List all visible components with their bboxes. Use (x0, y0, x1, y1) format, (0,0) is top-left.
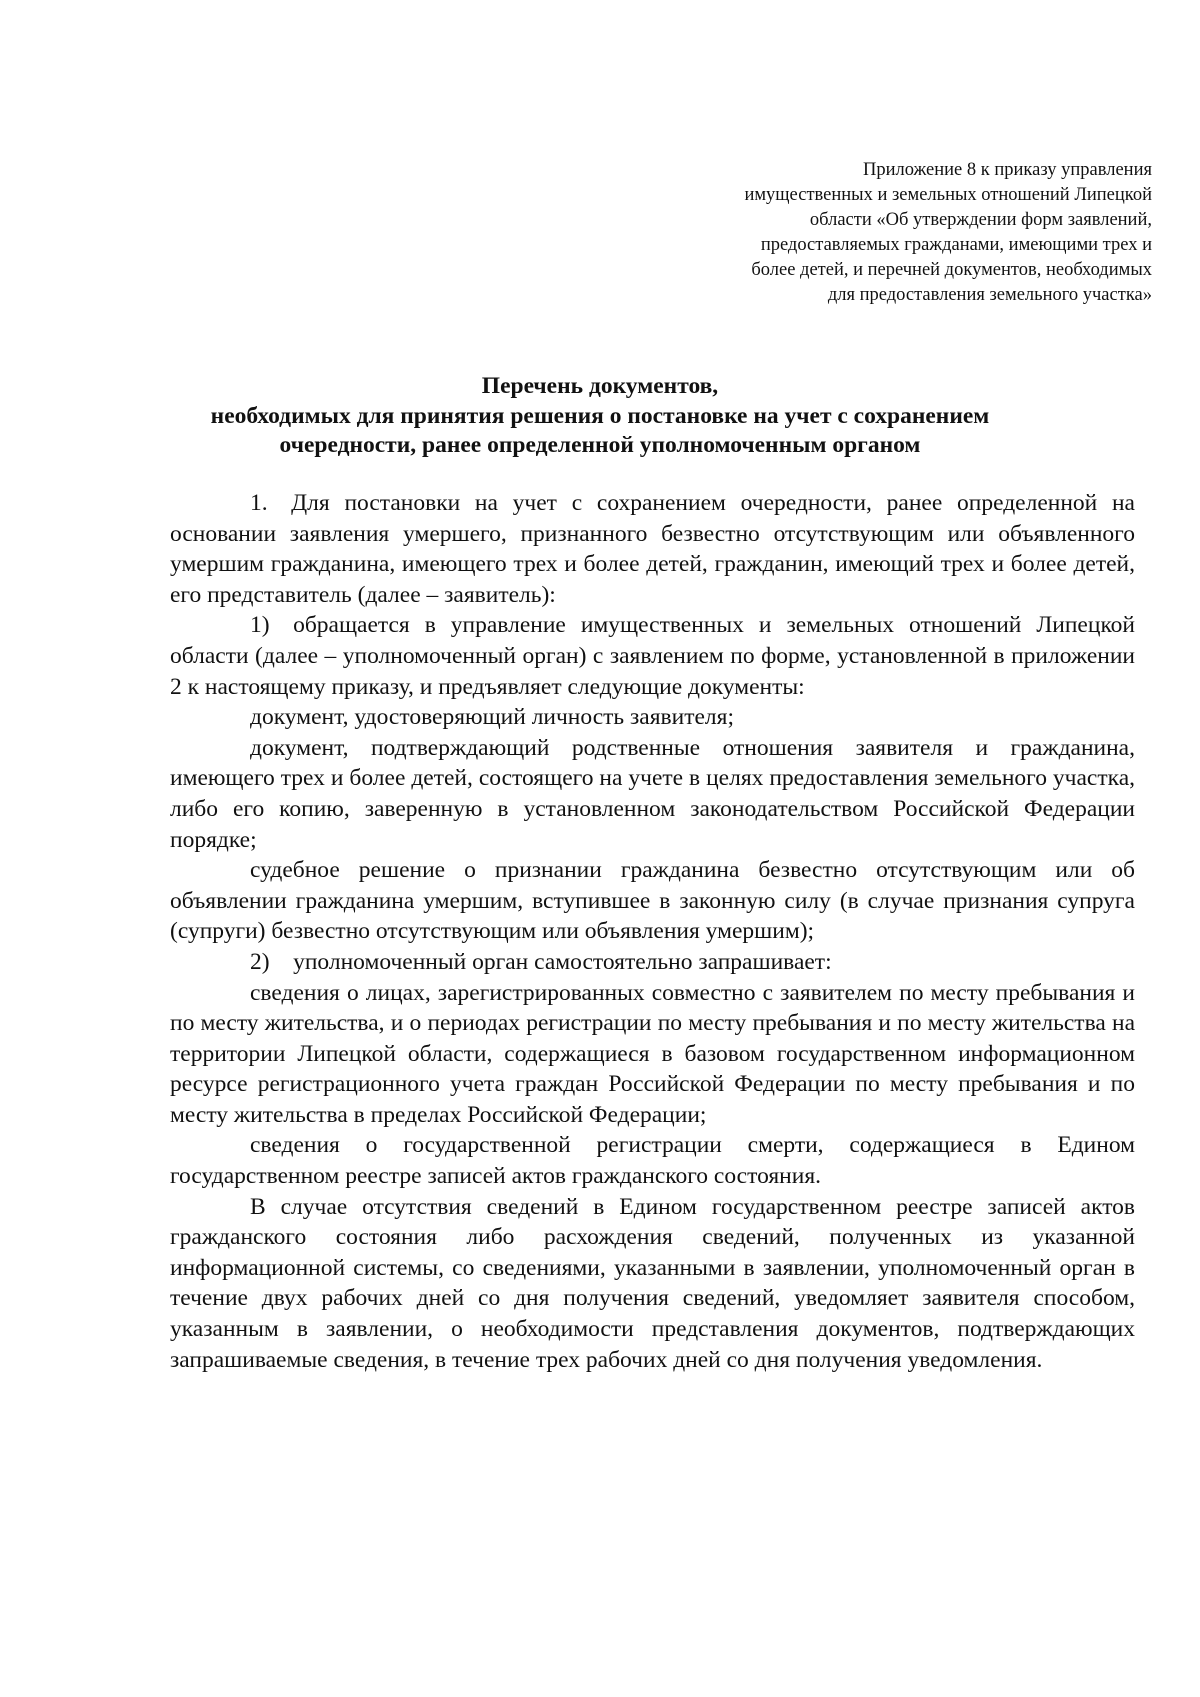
paragraph-doc-kinship: документ, подтверждающий родственные отношения заявителя и гражданина, имеющего трех и более детей, состоящего на учете в целях предоставления земельного участка, либо его копию, заверенную в установленном законодательством Российской Федерации порядке; (170, 734, 1135, 853)
document-body (170, 488, 1135, 1375)
document-title (0, 372, 1200, 461)
paragraph-doc-court-decision: судебное решение о признании гражданина безвестно отсутствующим или об объявлении гражданина умершим, вступившее в законную силу (в случае признания супруга (супруги) безвестно отсутствующим или объявления умершим); (170, 857, 1135, 945)
appendix-note (492, 158, 1152, 308)
paragraph-doc-identity: документ, удостоверяющий личность заявителя; (250, 704, 734, 731)
title-line: необходимых для принятия решения о постановке на учет с сохранением (210, 402, 990, 429)
paragraph-missing-info: В случае отсутствия сведений в Едином государственном реестре записей актов гражданского состояния либо расхождения сведений, полученных из указанной информационной системы, со сведениями, указанными в заявлении, уполномоченный орган в течение двух рабочих дней со дня получения сведений, уведомляет заявителя способом, указанным в заявлении, о необходимости представления документов, подтверждающих запрашиваемые сведения, в течение трех рабочих дней со дня получения уведомления. (170, 1193, 1135, 1373)
appendix-line: более детей, и перечней документов, необходимых (751, 260, 1152, 280)
appendix-line: имущественных и земельных отношений Липецкой (744, 185, 1152, 205)
appendix-line: области «Об утверждении форм заявлений, (809, 210, 1152, 230)
paragraph-item-1: 1. Для постановки на учет с сохранением очередности, ранее определенной на основании заявления умершего, признанного безвестно отсутствующим или объявленного умершим гражданина, имеющего трех и более детей, гражданин, имеющий трех и более детей, его представитель (далее – заявитель): (170, 490, 1135, 608)
paragraph-death-registration: сведения о государственной регистрации смерти, содержащиеся в Едином государственном реестре записей актов гражданского состояния. (170, 1132, 1135, 1190)
appendix-line: Приложение 8 к приказу управления (862, 160, 1152, 180)
paragraph-subitem-1: 1) обращается в управление имущественных и земельных отношений Липецкой области (далее – уполномоченный орган) с заявлением по форме, установленной в приложении 2 к настоящему приказу, и предъявляет следующие документы: (170, 612, 1135, 700)
appendix-line: предоставляемых гражданами, имеющими трех и (760, 235, 1152, 255)
paragraph-registration-info: сведения о лицах, зарегистрированных совместно с заявителем по месту пребывания и по месту жительства, и о периодах регистрации по месту пребывания и по месту жительства на территории Липецкой области, содержащиеся в базовом государственном информационном ресурсе регистрационного учета граждан Российской Федерации по месту пребывания и по месту жительства в пределах Российской Федерации; (170, 979, 1135, 1128)
appendix-line: для предоставления земельного участка» (827, 285, 1152, 305)
title-line: Перечень документов, (481, 373, 719, 399)
title-line: очередности, ранее определенной уполномоченным органом (279, 432, 921, 458)
paragraph-subitem-2: 2) уполномоченный орган самостоятельно запрашивает: (250, 948, 832, 975)
